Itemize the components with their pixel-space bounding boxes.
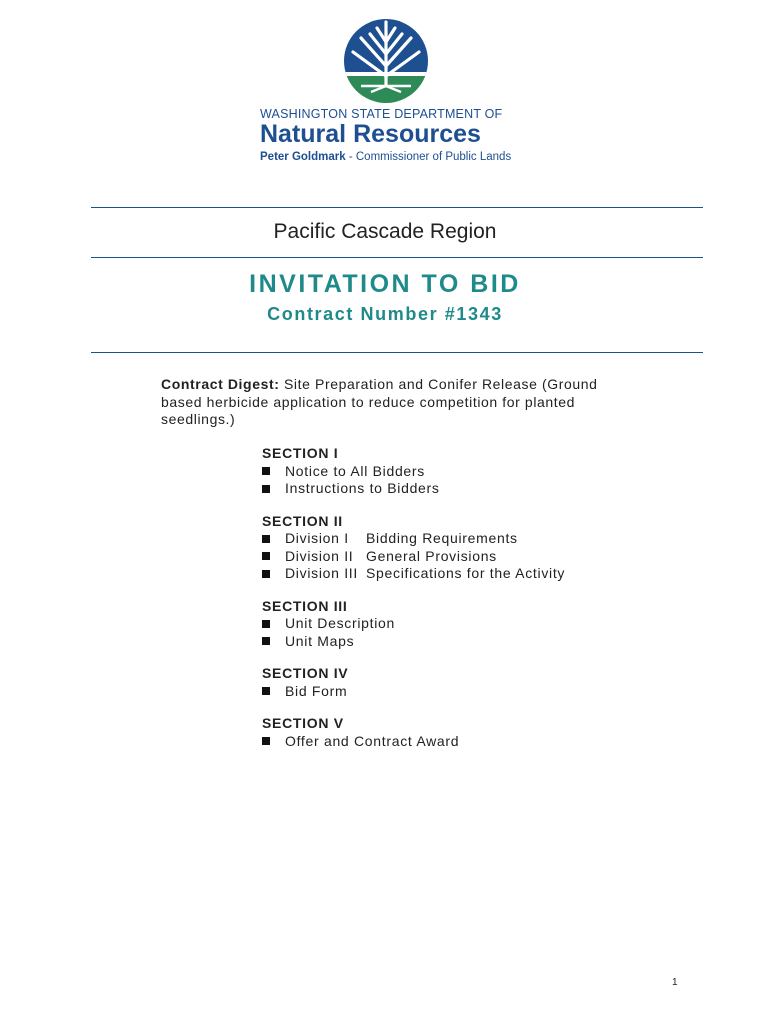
digest-text: Site Preparation and Conifer Release (Ground based herbicide application to reduce competition for planted seedlings.) bbox=[161, 376, 598, 427]
divider-middle bbox=[91, 257, 703, 258]
division-text: General Provisions bbox=[366, 547, 497, 564]
division-code: Division II bbox=[285, 547, 354, 564]
item-label: Unit Maps bbox=[285, 632, 355, 649]
divider-top bbox=[91, 207, 703, 208]
square-bullet-icon bbox=[262, 485, 270, 493]
agency-line-1: WASHINGTON STATE DEPARTMENT OF bbox=[260, 107, 503, 121]
section-3 bbox=[262, 598, 662, 651]
square-bullet-icon bbox=[262, 687, 270, 695]
section-4 bbox=[262, 665, 662, 700]
division-code: Division III bbox=[285, 565, 358, 581]
list-item bbox=[262, 615, 662, 633]
section-title: SECTION V bbox=[262, 715, 344, 731]
divider-bottom bbox=[91, 352, 703, 353]
item-label: Bid Form bbox=[285, 682, 348, 699]
contract-digest bbox=[161, 376, 631, 429]
sections-list bbox=[262, 445, 662, 765]
list-item bbox=[262, 548, 662, 566]
list-item bbox=[262, 733, 662, 751]
document-title: INVITATION TO BID bbox=[249, 270, 521, 298]
commissioner-name: Peter Goldmark bbox=[260, 151, 346, 163]
square-bullet-icon bbox=[262, 737, 270, 745]
contract-number: Contract Number #1343 bbox=[267, 304, 503, 324]
square-bullet-icon bbox=[262, 620, 270, 628]
square-bullet-icon bbox=[262, 535, 270, 543]
section-5 bbox=[262, 715, 662, 750]
section-1 bbox=[262, 445, 662, 498]
square-bullet-icon bbox=[262, 637, 270, 645]
division-text: Specifications for the Activity bbox=[366, 565, 566, 581]
square-bullet-icon bbox=[262, 570, 270, 578]
section-title: SECTION IV bbox=[262, 665, 349, 681]
section-title: SECTION I bbox=[262, 445, 339, 461]
square-bullet-icon bbox=[262, 552, 270, 560]
dnr-tree-logo-icon bbox=[341, 16, 431, 106]
digest-label: Contract Digest: bbox=[161, 376, 280, 392]
item-label: Offer and Contract Award bbox=[285, 732, 460, 749]
section-2 bbox=[262, 513, 662, 583]
commissioner-title: - Commissioner of Public Lands bbox=[345, 151, 512, 163]
list-item bbox=[262, 480, 662, 498]
square-bullet-icon bbox=[262, 467, 270, 475]
list-item bbox=[262, 530, 662, 548]
agency-name-block bbox=[260, 107, 520, 163]
item-label: Instructions to Bidders bbox=[285, 480, 440, 496]
item-label: Notice to All Bidders bbox=[285, 462, 425, 479]
section-title: SECTION III bbox=[262, 597, 348, 614]
agency-line-2: Natural Resources bbox=[260, 120, 481, 148]
list-item bbox=[262, 683, 662, 701]
division-text: Bidding Requirements bbox=[366, 530, 518, 546]
page-number: 1 bbox=[672, 977, 678, 988]
division-code: Division I bbox=[285, 530, 349, 546]
item-label: Unit Description bbox=[285, 615, 396, 631]
commissioner-line bbox=[260, 151, 520, 163]
list-item bbox=[262, 633, 662, 651]
section-title: SECTION II bbox=[262, 512, 343, 529]
region-name: Pacific Cascade Region bbox=[273, 220, 497, 243]
list-item bbox=[262, 565, 662, 583]
list-item bbox=[262, 463, 662, 481]
